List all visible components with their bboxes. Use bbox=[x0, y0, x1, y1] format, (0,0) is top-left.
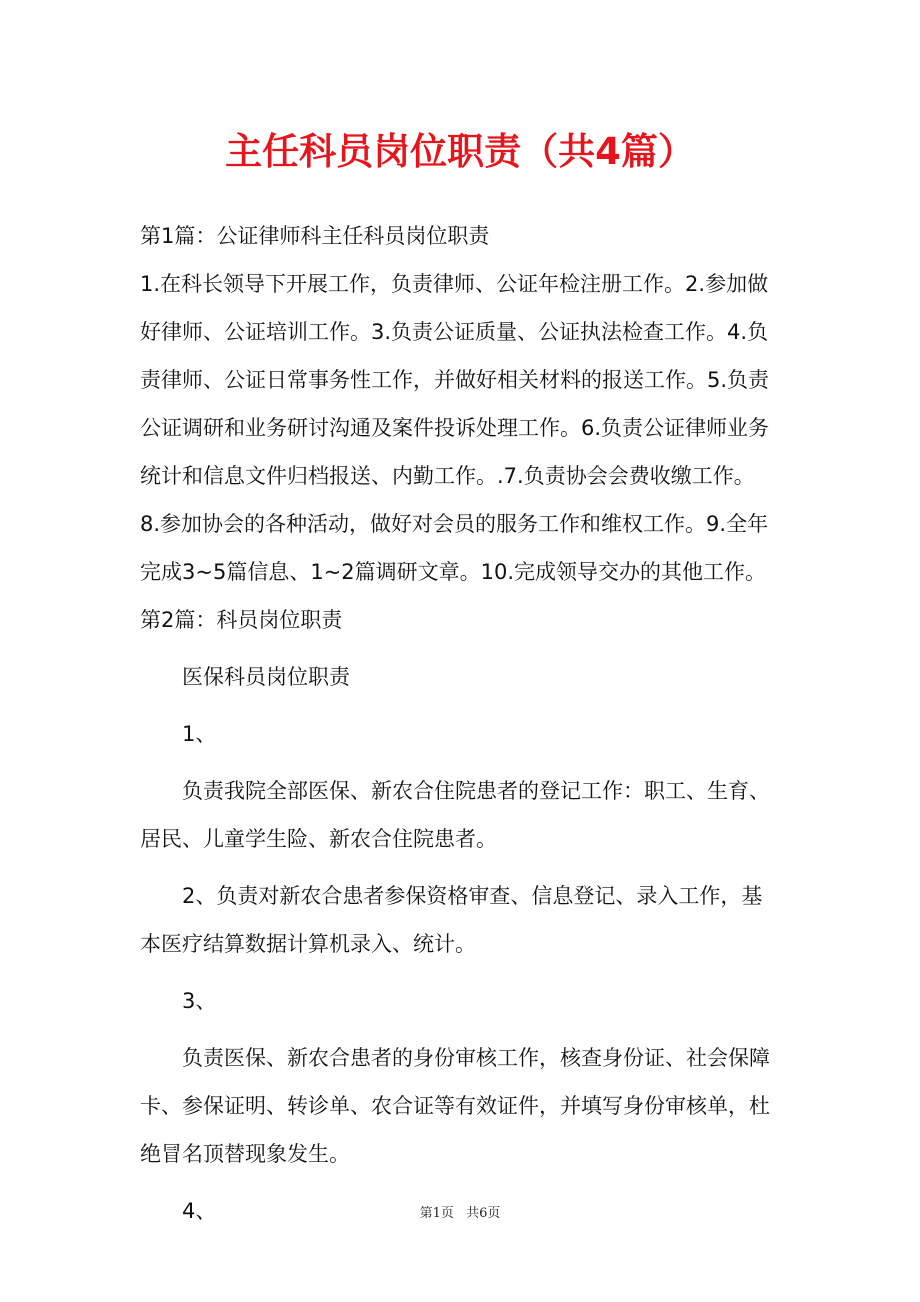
page-number: 第1页 bbox=[419, 1206, 454, 1221]
text-line: 完成3~5篇信息、1~2篇调研文章。10.完成领导交办的其他工作。 bbox=[140, 560, 767, 584]
text-line: 绝冒名顶替现象发生。 bbox=[140, 1142, 350, 1166]
document-body bbox=[140, 212, 800, 1235]
text-line: 居民、儿童学生险、新农合住院患者。 bbox=[140, 827, 497, 851]
paragraph-gap bbox=[140, 644, 800, 653]
text-line: 公证调研和业务研讨沟通及案件投诉处理工作。6.负责公证律师业务 bbox=[140, 416, 770, 440]
text-line: 责律师、公证日常事务性工作，并做好相关材料的报送工作。5.负责 bbox=[140, 368, 770, 392]
text-line: 第2篇：科员岗位职责 bbox=[140, 608, 343, 632]
paragraph-gap bbox=[140, 1025, 800, 1034]
text-line: 好律师、公证培训工作。3.负责公证质量、公证执法检查工作。4.负 bbox=[140, 320, 769, 344]
paragraph-gap bbox=[140, 968, 800, 977]
text-line: 本医疗结算数据计算机录入、统计。 bbox=[140, 932, 476, 956]
text-line: 3、 bbox=[182, 989, 217, 1013]
text-line: 1.在科长领导下开展工作，负责律师、公证年检注册工作。2.参加做 bbox=[140, 272, 769, 296]
paragraph-gap bbox=[140, 1178, 800, 1187]
text-line: 8.参加协会的各种活动，做好对会员的服务工作和维权工作。9.全年 bbox=[140, 512, 769, 536]
text-line: 统计和信息文件归档报送、内勤工作。.7.负责协会会费收缴工作。 bbox=[140, 464, 755, 488]
text-line: 第1篇：公证律师科主任科员岗位职责 bbox=[140, 224, 490, 248]
page-total: 共6页 bbox=[466, 1206, 501, 1221]
text-line: 2、负责对新农合患者参保资格审查、信息登记、录入工作，基 bbox=[182, 884, 763, 908]
paragraph-gap bbox=[140, 863, 800, 872]
text-line: 负责医保、新农合患者的身份审核工作，核查身份证、社会保障 bbox=[182, 1046, 770, 1070]
page-footer bbox=[0, 1204, 920, 1224]
text-line: 卡、参保证明、转诊单、农合证等有效证件，并填写身份审核单，杜 bbox=[140, 1094, 770, 1118]
document-title: 主任科员岗位职责（共4篇） bbox=[225, 130, 695, 173]
text-line: 4、 bbox=[182, 1199, 217, 1223]
text-line: 1、 bbox=[182, 722, 217, 746]
text-line: 负责我院全部医保、新农合住院患者的登记工作：职工、生育、 bbox=[182, 779, 770, 803]
paragraph-gap bbox=[140, 701, 800, 710]
text-line: 医保科员岗位职责 bbox=[182, 665, 350, 689]
paragraph-gap bbox=[140, 758, 800, 767]
